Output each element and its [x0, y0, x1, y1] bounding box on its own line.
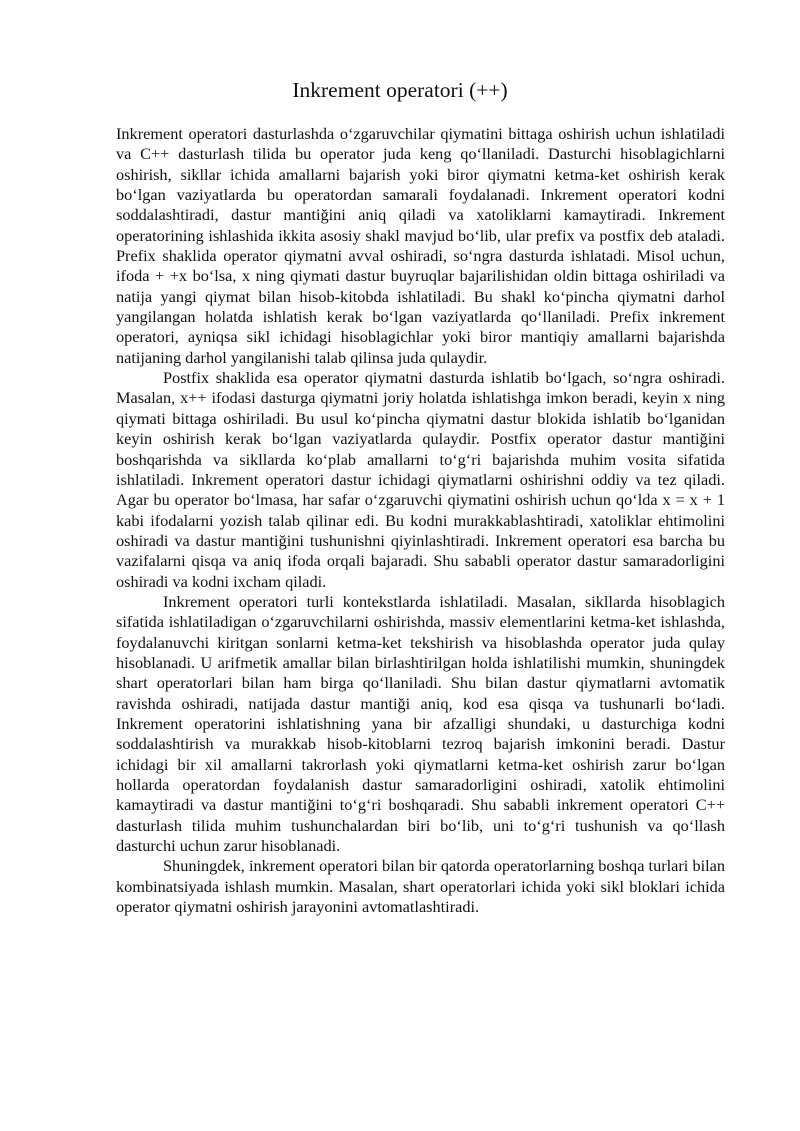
page-title: Inkrement operatori (++)	[292, 78, 508, 102]
paragraph-1: Inkrement operatori dasturlashda o‘zgaruvchilar qiymatini bittaga oshirish uchun ishlatiladi va C++ dasturlash tilida bu operator juda keng qo‘llaniladi. Dasturchi hisoblagichlarni oshirish, sikllar ichida amallarni bajarish yoki biror qiymatni ketma-ket oshirish kerak bo‘lgan vaziyatlarda bu operatordan samarali foydalanadi. Inkrement operatori kodni soddalashtiradi, dastur mantiğini aniq qiladi va xatoliklarni kamaytiradi. Inkrement operatorining ishlashida ikkita asosiy shakl mavjud bo‘lib, ular prefix va postfix deb ataladi. Prefix shaklida operator qiymatni avval oshiradi, so‘ngra dasturda ishlatadi. Misol uchun, ifoda + +x bo‘lsa, x ning qiymati dastur buyruqlar bajarilishidan oldin bittaga oshiriladi va natija yangi qiymat bilan hisob-kitobda ishlatiladi. Bu shakl ko‘pincha qiymatni darhol yangilangan holatda ishlatish kerak bo‘lgan vaziyatlarda qo‘llaniladi. Prefix inkrement operatori, ayniqsa sikl ichidagi hisoblagichlar yoki biror mantiqiy amallarni bajarishda natijaning darhol yangilanishi talab qilinsa juda qulaydir.	[116, 124, 725, 367]
paragraph-2: Postfix shaklida esa operator qiymatni dasturda ishlatib bo‘lgach, so‘ngra oshiradi. Masalan, x++ ifodasi dasturga qiymatni joriy holatda ishlatishga imkon beradi, keyin x ning qiymati bittaga oshiriladi. Bu usul ko‘pincha qiymatni dastur blokida ishlatib bo‘lganidan keyin oshirish kerak bo‘lgan vaziyatlarda qulaydir. Postfix operator dastur mantiğini boshqarishda va sikllarda ko‘plab amallarni to‘g‘ri bajarishda muhim vosita sifatida ishlatiladi. Inkrement operatori dastur ichidagi qiymatlarni oshirishni oddiy va tez qiladi. Agar bu operator bo‘lmasa, har safar o‘zgaruvchi qiymatini oshirish uchun qo‘lda x = x + 1 kabi ifodalarni yozish talab qilinar edi. Bu kodni murakkablashtiradi, xatoliklar ehtimolini oshiradi va dastur mantiğini tushunishni qiyinlashtiradi. Inkrement operatori esa barcha bu vazifalarni qisqa va aniq ifoda orqali bajaradi. Shu sababli operator dastur samaradorligini oshiradi va kodni ixcham qiladi.	[116, 368, 725, 591]
document-body	[116, 124, 725, 917]
paragraph-4: Shuningdek, inkrement operatori bilan bir qatorda operatorlarning boshqa turlari bilan kombinatsiyada ishlash mumkin. Masalan, shart operatorlari ichida yoki sikl bloklari ichida operator qiymatni oshirish jarayonini avtomatlashtiradi.	[116, 856, 725, 917]
paragraph-3: Inkrement operatori turli kontekstlarda ishlatiladi. Masalan, sikllarda hisoblagich sifatida ishlatiladigan o‘zgaruvchilarni oshirishda, massiv elementlarini ketma-ket ishlashda, foydalanuvchi kiritgan sonlarni ketma-ket tekshirish va hisoblashda operator juda qulay hisoblanadi. U arifmetik amallar bilan birlashtirilgan holda ishlatilishi mumkin, shuningdek shart operatorlari bilan ham birga qo‘llaniladi. Shu bilan dastur qiymatlarni avtomatik ravishda oshiradi, natijada dastur mantiği aniq, kod esa qisqa va tushunarli bo‘ladi. Inkrement operatorini ishlatishning yana bir afzalligi shundaki, u dasturchiga kodni soddalashtirish va murakkab hisob-kitoblarni tezroq bajarish imkonini beradi. Dastur ichidagi bir xil amallarni takrorlash yoki qiymatlarni ketma-ket oshirish zarur bo‘lgan hollarda operatordan foydalanish dastur samaradorligini oshiradi, xatolik ehtimolini kamaytiradi va dastur mantiğini to‘g‘ri boshqaradi. Shu sababli inkrement operatori C++ dasturlash tilida muhim tushunchalardan biri bo‘lib, uni to‘g‘ri tushunish va qo‘llash dasturchi uchun zarur hisoblanadi.	[116, 591, 725, 856]
